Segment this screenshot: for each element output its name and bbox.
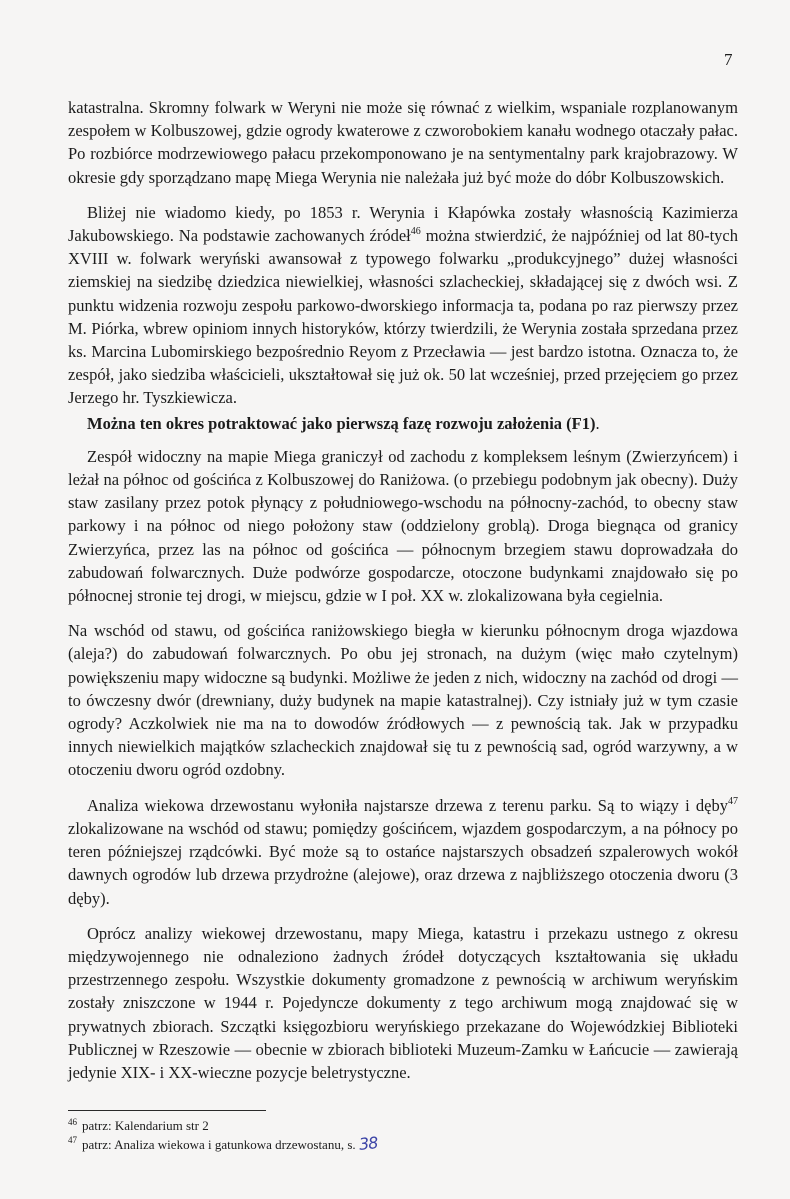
- page-number: 7: [724, 50, 733, 69]
- footnote-ref: 46: [410, 226, 421, 238]
- phase-statement: Można ten okres potraktować jako pierwszą fazę rozwoju założenia (F1).: [87, 413, 600, 433]
- paragraph: Na wschód od stawu, od gościńca raniżowskiego biegła w kierunku północnym droga wjazdowa (aleja?) do zabudowań folwarcznych. Po obu jej stronach, na dużym (więc mało czytelnym) powiększeniu mapy widoczne są budynki. Możliwe że jeden z nich, widoczny na zachód od drogi — to ówczesny dwór (drewniany, duży budynek na mapie katastralnej). Czy istniały już w tym czasie ogrody? Aczkolwiek nie ma na to dowodów źródłowych — z pewnością tak. Jak w przypadku innych niewielkich majątków szlacheckich znajdował się tu z pewnością sad, ogród warzywny, a w otoczeniu dworu ogród ozdobny.: [68, 621, 738, 780]
- footnote-ref: 47: [728, 795, 738, 807]
- paragraph: Bliżej nie wiadomo kiedy, po 1853 r. Werynia i Kłapówka zostały własnością Kazimierza Jakubowskiego. Na podstawie zachowanych źródeł$^{46}$ można stwierdzić, że najpóźniej od lat 80-tych XVIII w. folwark weryński awansował z typowego folwarku „produkcyjnego” dużej własności ziemskiej na siedzibę dziedzica niewielkiej, własności szlacheckiej, składającej się z dwóch wsi. Z punktu widzenia rozwoju zespołu parkowo-dworskiego informacja ta, podana po raz pierwszy przez M. Piórka, wbrew opiniom innych historyków, którzy twierdzili, że Werynia została sprzedana przez ks. Marcina Lubomirskiego bezpośrednio Reyom z Przecławia — jest bardzo istotna. Oznacza to, że zespół, jako siedziba właścicieli, ukształtował się już ok. 50 lat wcześniej, przed przejęciem go przez Jerzego hr. Tyszkiewicza.: [68, 202, 738, 408]
- paragraph: katastralna. Skromny folwark w Weryni nie może się równać z wielkim, wspaniale rozplanowanym zespołem w Kolbuszowej, gdzie ogrody kwaterowe z czworobokiem kanału wodnego otaczały pałac. Po rozbiórce modrzewiowego pałacu przekomponowano je na sentymentalny park krajobrazowy. W okresie gdy sporządzano mapę Miega Werynia nie należała już być może do dóbr Kolbuszowskich.: [68, 98, 738, 187]
- footnote: [68, 1135, 668, 1154]
- paragraph: Oprócz analizy wiekowej drzewostanu, mapy Miega, katastru i przekazu ustnego z okresu międzywojennego nie odnaleziono żadnych źródeł dotyczących kształtowania się układu przestrzennego zespołu. Wszystkie dokumenty gromadzone z pewnością w archiwum weryńskim zostały zniszczone w 1944 r. Pojedyncze dokumenty z tego archiwum mogą znajdować się w prywatnych zbiorach. Szczątki księgozbioru weryńskiego przekazane do Wojewódzkiej Biblioteki Publicznej w Rzeszowie — obecnie w zbiorach biblioteki Muzeum-Zamku w Łańcucie — zawierają jedynie XIX- i XX-wieczne pozycje beletrystyczne.: [68, 923, 738, 1082]
- footnote-text: patrz: Kalendarium str 2: [82, 1118, 209, 1133]
- footnote-divider: [68, 1110, 266, 1111]
- footnotes: [68, 1117, 668, 1154]
- body-text: [68, 96, 738, 1096]
- handwritten-page-number: 38: [357, 1133, 379, 1154]
- paragraph: Analiza wiekowa drzewostanu wyłoniła najstarsze drzewa z terenu parku. Są to wiązy i dęby$^{47}$ zlokalizowane na wschód od stawu; pomiędzy gościńcem, wjazdem gospodarczym, a na północy po teren późniejszej rządcówki. Być może są to ostańce najstarszych obsadzeń szpalerowych wokół dawnych ogrodów lub drzewa przydrożne (alejowe), oraz drzewa z najbliższego otoczenia dworu (3 dęby).: [68, 795, 738, 908]
- footnote-number: 47: [68, 1135, 77, 1145]
- footnote-text: patrz: Analiza wiekowa i gatunkowa drzewostanu, s. 38: [82, 1133, 379, 1154]
- footnote-number: 46: [68, 1117, 77, 1127]
- footnote: [68, 1117, 668, 1135]
- paragraph: Zespół widoczny na mapie Miega graniczył od zachodu z kompleksem leśnym (Zwierzyńcem) i leżał na północ od gościńca z Kolbuszowej do Raniżowa. (o przebiegu podobnym jak obecny). Duży staw zasilany przez potok płynący z południowego-wschodu na północny-zachód, to obecny staw parkowy i na północ od niego położony staw (oddzielony groblą). Droga biegnąca od granicy Zwierzyńca, przez las na północ od gościńca — północnym brzegiem stawu doprowadzała do zabudowań folwarcznych. Duże podwórze gospodarcze, otoczone budynkami znajdowało się po północnej stronie tej drogi, w miejscu, gdzie w I poł. XX w. zlokalizowana była cegielnia.: [68, 446, 738, 606]
